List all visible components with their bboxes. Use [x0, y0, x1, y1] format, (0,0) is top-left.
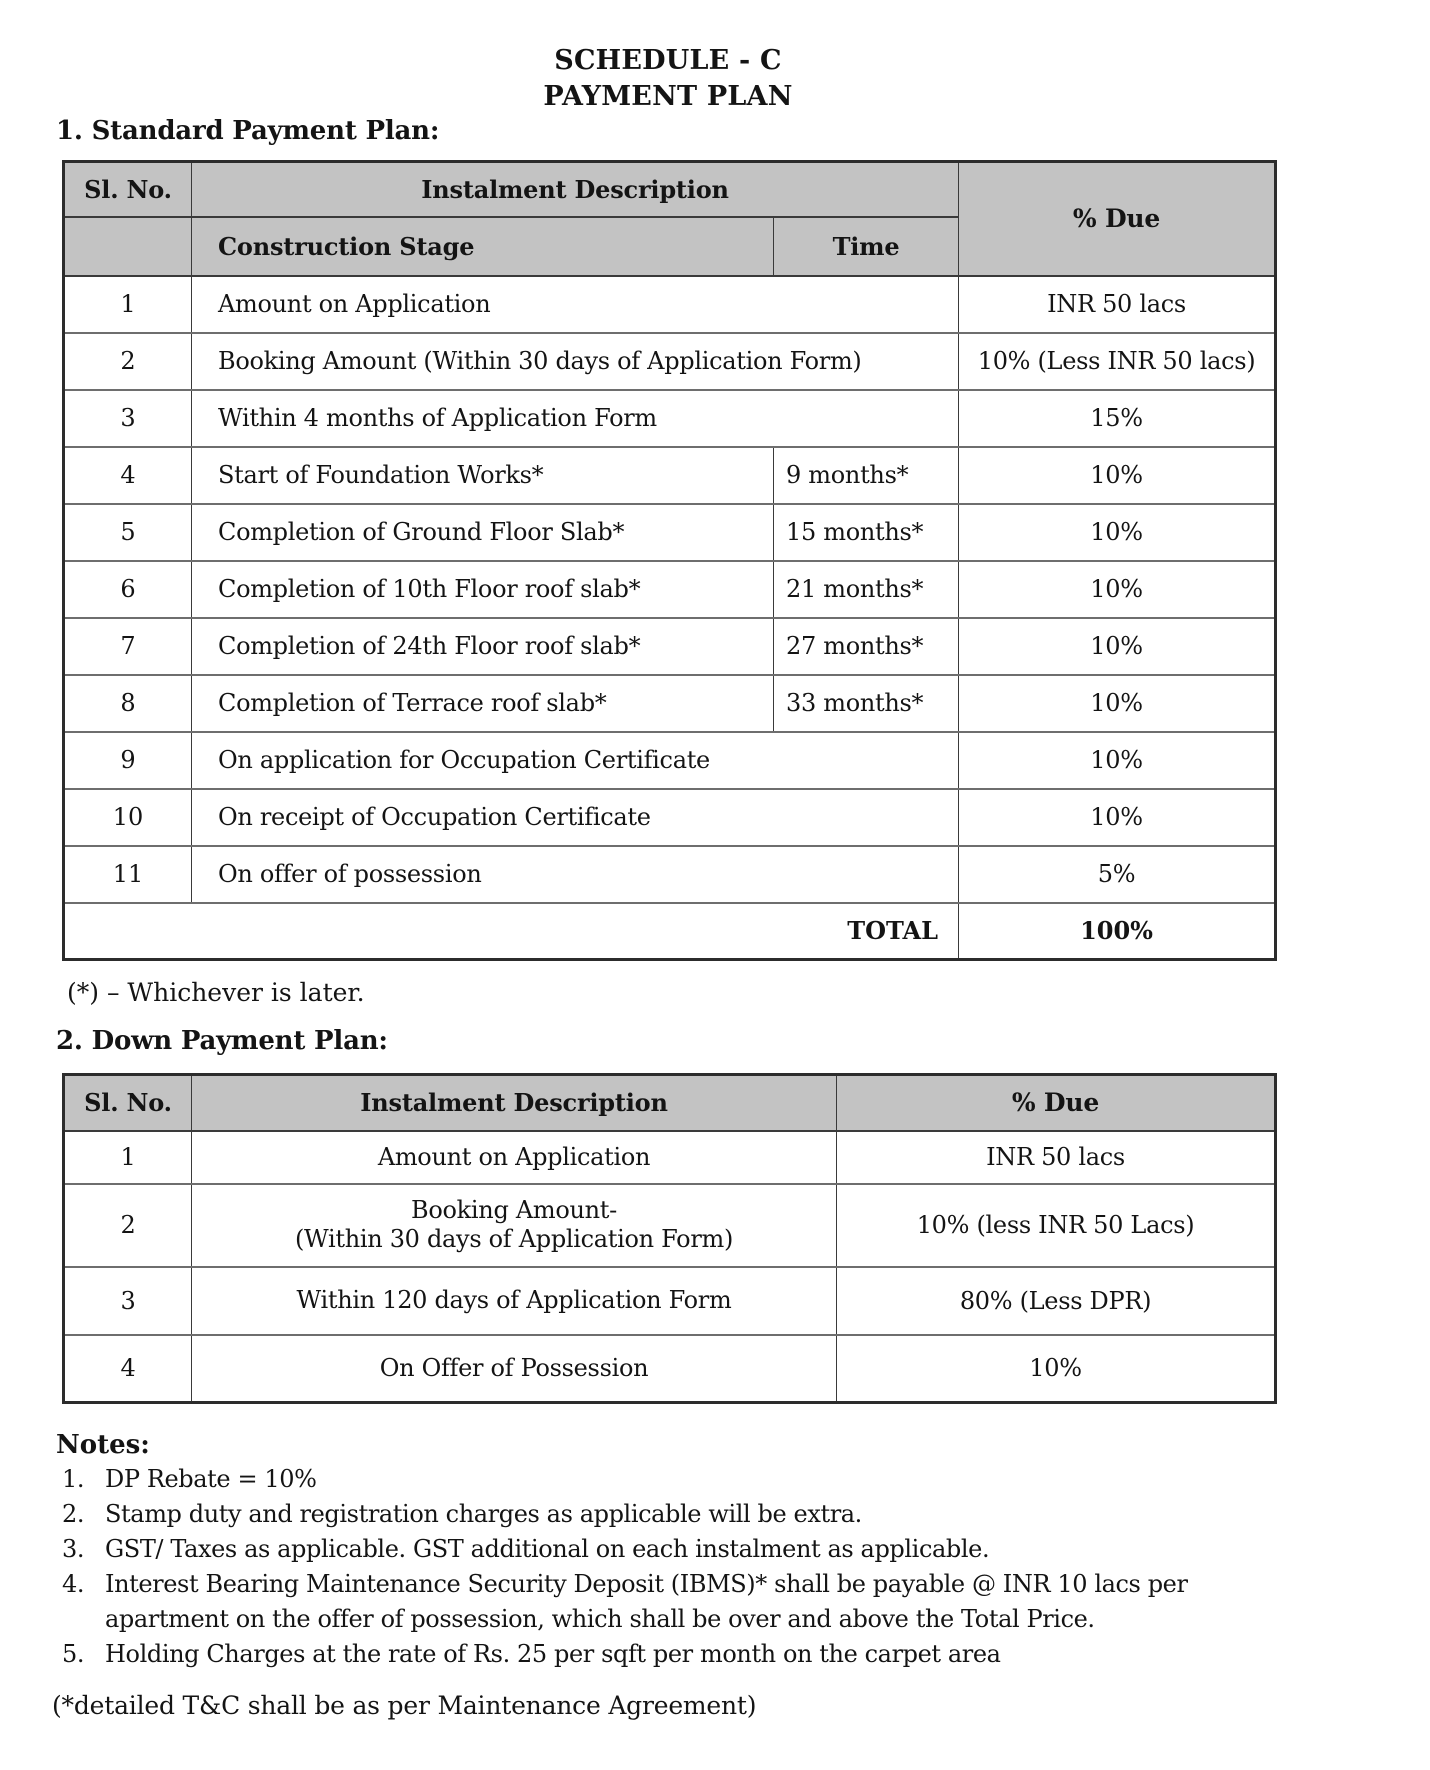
cell-stage: Booking Amount (Within 30 days of Application Form) [192, 333, 959, 390]
col-header-construction-stage: Construction Stage [192, 217, 774, 276]
note-text: DP Rebate = 10% [105, 1465, 317, 1493]
document-subtitle: PAYMENT PLAN [543, 81, 793, 112]
cell-sl-no: 2 [64, 333, 192, 390]
standard-payment-table [62, 160, 1277, 961]
list-item [62, 1462, 1274, 1497]
note-number: 2. [62, 1500, 85, 1528]
cell-sl-no: 3 [64, 390, 192, 447]
cell-pct-due: INR 50 lacs [837, 1131, 1276, 1184]
table-row [64, 618, 1276, 675]
cell-description [192, 1131, 837, 1184]
cell-stage: On offer of possession [192, 846, 959, 903]
cell-sl-no: 4 [64, 447, 192, 504]
col-header-instalment-description: Instalment Description [192, 1075, 837, 1131]
col-header-sl-no: Sl. No. [64, 162, 192, 217]
note-text: Holding Charges at the rate of Rs. 25 per sqft per month on the carpet area [105, 1640, 1001, 1668]
table-row [64, 1184, 1276, 1267]
note-number: 3. [62, 1535, 85, 1563]
description-line-1: Booking Amount- [411, 1196, 617, 1224]
cell-stage: On application for Occupation Certificate [192, 732, 959, 789]
note-text: Stamp duty and registration charges as applicable will be extra. [105, 1500, 862, 1528]
cell-sl-no: 11 [64, 846, 192, 903]
cell-time: 9 months* [774, 447, 959, 504]
list-item [62, 1637, 1274, 1672]
list-item [62, 1532, 1274, 1567]
document-title: SCHEDULE - C [554, 45, 782, 76]
cell-sl-no: 1 [64, 276, 192, 333]
standard-plan-heading: 1. Standard Payment Plan: [56, 116, 440, 146]
col-header-sl-no: Sl. No. [64, 1075, 192, 1131]
description-line-2: (Within 30 days of Application Form) [294, 1225, 734, 1253]
cell-time: 15 months* [774, 504, 959, 561]
notes-list [62, 1462, 1274, 1672]
col-header-instalment-description: Instalment Description [192, 162, 959, 217]
cell-description [192, 1184, 837, 1267]
total-value: 100% [959, 903, 1276, 960]
table-row [64, 1131, 1276, 1184]
asterisk-footnote: (*) – Whichever is later. [67, 978, 365, 1007]
cell-description [192, 1267, 837, 1335]
document-page [52, 45, 1274, 1721]
cell-description [192, 1335, 837, 1403]
cell-pct-due: 10% [959, 732, 1276, 789]
cell-sl-no: 9 [64, 732, 192, 789]
tc-footer: (*detailed T&C shall be as per Maintenance Agreement) [52, 1691, 757, 1720]
cell-sl-no: 2 [64, 1184, 192, 1267]
note-number: 1. [62, 1465, 85, 1493]
table-row [64, 675, 1276, 732]
cell-stage: Within 4 months of Application Form [192, 390, 959, 447]
table-row [64, 846, 1276, 903]
cell-stage: Amount on Application [192, 276, 959, 333]
note-number: 4. [62, 1570, 85, 1598]
cell-pct-due: 80% (Less DPR) [837, 1267, 1276, 1335]
col-header-pct-due: % Due [837, 1075, 1276, 1131]
cell-pct-due: 10% [959, 618, 1276, 675]
table-row [64, 1267, 1276, 1335]
down-payment-table [62, 1073, 1277, 1404]
cell-sl-no: 5 [64, 504, 192, 561]
note-text: Interest Bearing Maintenance Security Deposit (IBMS)* shall be payable @ INR 10 lacs per apartment on the offer of possession, which shall be over and above the Total Price. [105, 1570, 1188, 1633]
standard-table-header-row-1 [64, 162, 1276, 217]
cell-pct-due: 10% [959, 561, 1276, 618]
cell-pct-due: 5% [959, 846, 1276, 903]
cell-stage: Completion of 10th Floor roof slab* [192, 561, 774, 618]
table-row [64, 276, 1276, 333]
note-text: GST/ Taxes as applicable. GST additional on each instalment as applicable. [105, 1535, 990, 1563]
cell-time: 21 months* [774, 561, 959, 618]
cell-stage: On receipt of Occupation Certificate [192, 789, 959, 846]
cell-pct-due: 10% (less INR 50 Lacs) [837, 1184, 1276, 1267]
table-row [64, 333, 1276, 390]
cell-pct-due: 10% [837, 1335, 1276, 1403]
cell-sl-no: 7 [64, 618, 192, 675]
table-row [64, 1335, 1276, 1403]
table-row [64, 504, 1276, 561]
table-row [64, 561, 1276, 618]
cell-pct-due: 10% [959, 675, 1276, 732]
total-label: TOTAL [64, 903, 959, 960]
notes-heading: Notes: [56, 1430, 150, 1460]
cell-stage: Completion of Ground Floor Slab* [192, 504, 774, 561]
total-row [64, 903, 1276, 960]
cell-pct-due: 10% (Less INR 50 lacs) [959, 333, 1276, 390]
cell-pct-due: INR 50 lacs [959, 276, 1276, 333]
cell-stage: Completion of Terrace roof slab* [192, 675, 774, 732]
cell-sl-no: 8 [64, 675, 192, 732]
cell-sl-no: 10 [64, 789, 192, 846]
table-row [64, 732, 1276, 789]
cell-time: 33 months* [774, 675, 959, 732]
table-row [64, 789, 1276, 846]
cell-stage: Start of Foundation Works* [192, 447, 774, 504]
list-item [62, 1567, 1274, 1637]
table-row [64, 447, 1276, 504]
col-header-sl-no-empty [64, 217, 192, 276]
down-payment-plan-heading: 2. Down Payment Plan: [56, 1026, 388, 1056]
cell-sl-no: 1 [64, 1131, 192, 1184]
list-item [62, 1497, 1274, 1532]
cell-stage: Completion of 24th Floor roof slab* [192, 618, 774, 675]
down-payment-header-row [64, 1075, 1276, 1131]
cell-sl-no: 3 [64, 1267, 192, 1335]
col-header-time: Time [774, 217, 959, 276]
cell-sl-no: 6 [64, 561, 192, 618]
cell-time: 27 months* [774, 618, 959, 675]
note-number: 5. [62, 1640, 85, 1668]
table-row [64, 390, 1276, 447]
description-line-1: Amount on Application [377, 1142, 651, 1171]
cell-sl-no: 4 [64, 1335, 192, 1403]
cell-pct-due: 15% [959, 390, 1276, 447]
cell-pct-due: 10% [959, 504, 1276, 561]
col-header-pct-due: % Due [959, 162, 1276, 276]
cell-pct-due: 10% [959, 789, 1276, 846]
description-line-1: On Offer of Possession [379, 1353, 649, 1382]
cell-pct-due: 10% [959, 447, 1276, 504]
description-line-1: Within 120 days of Application Form [296, 1286, 732, 1314]
